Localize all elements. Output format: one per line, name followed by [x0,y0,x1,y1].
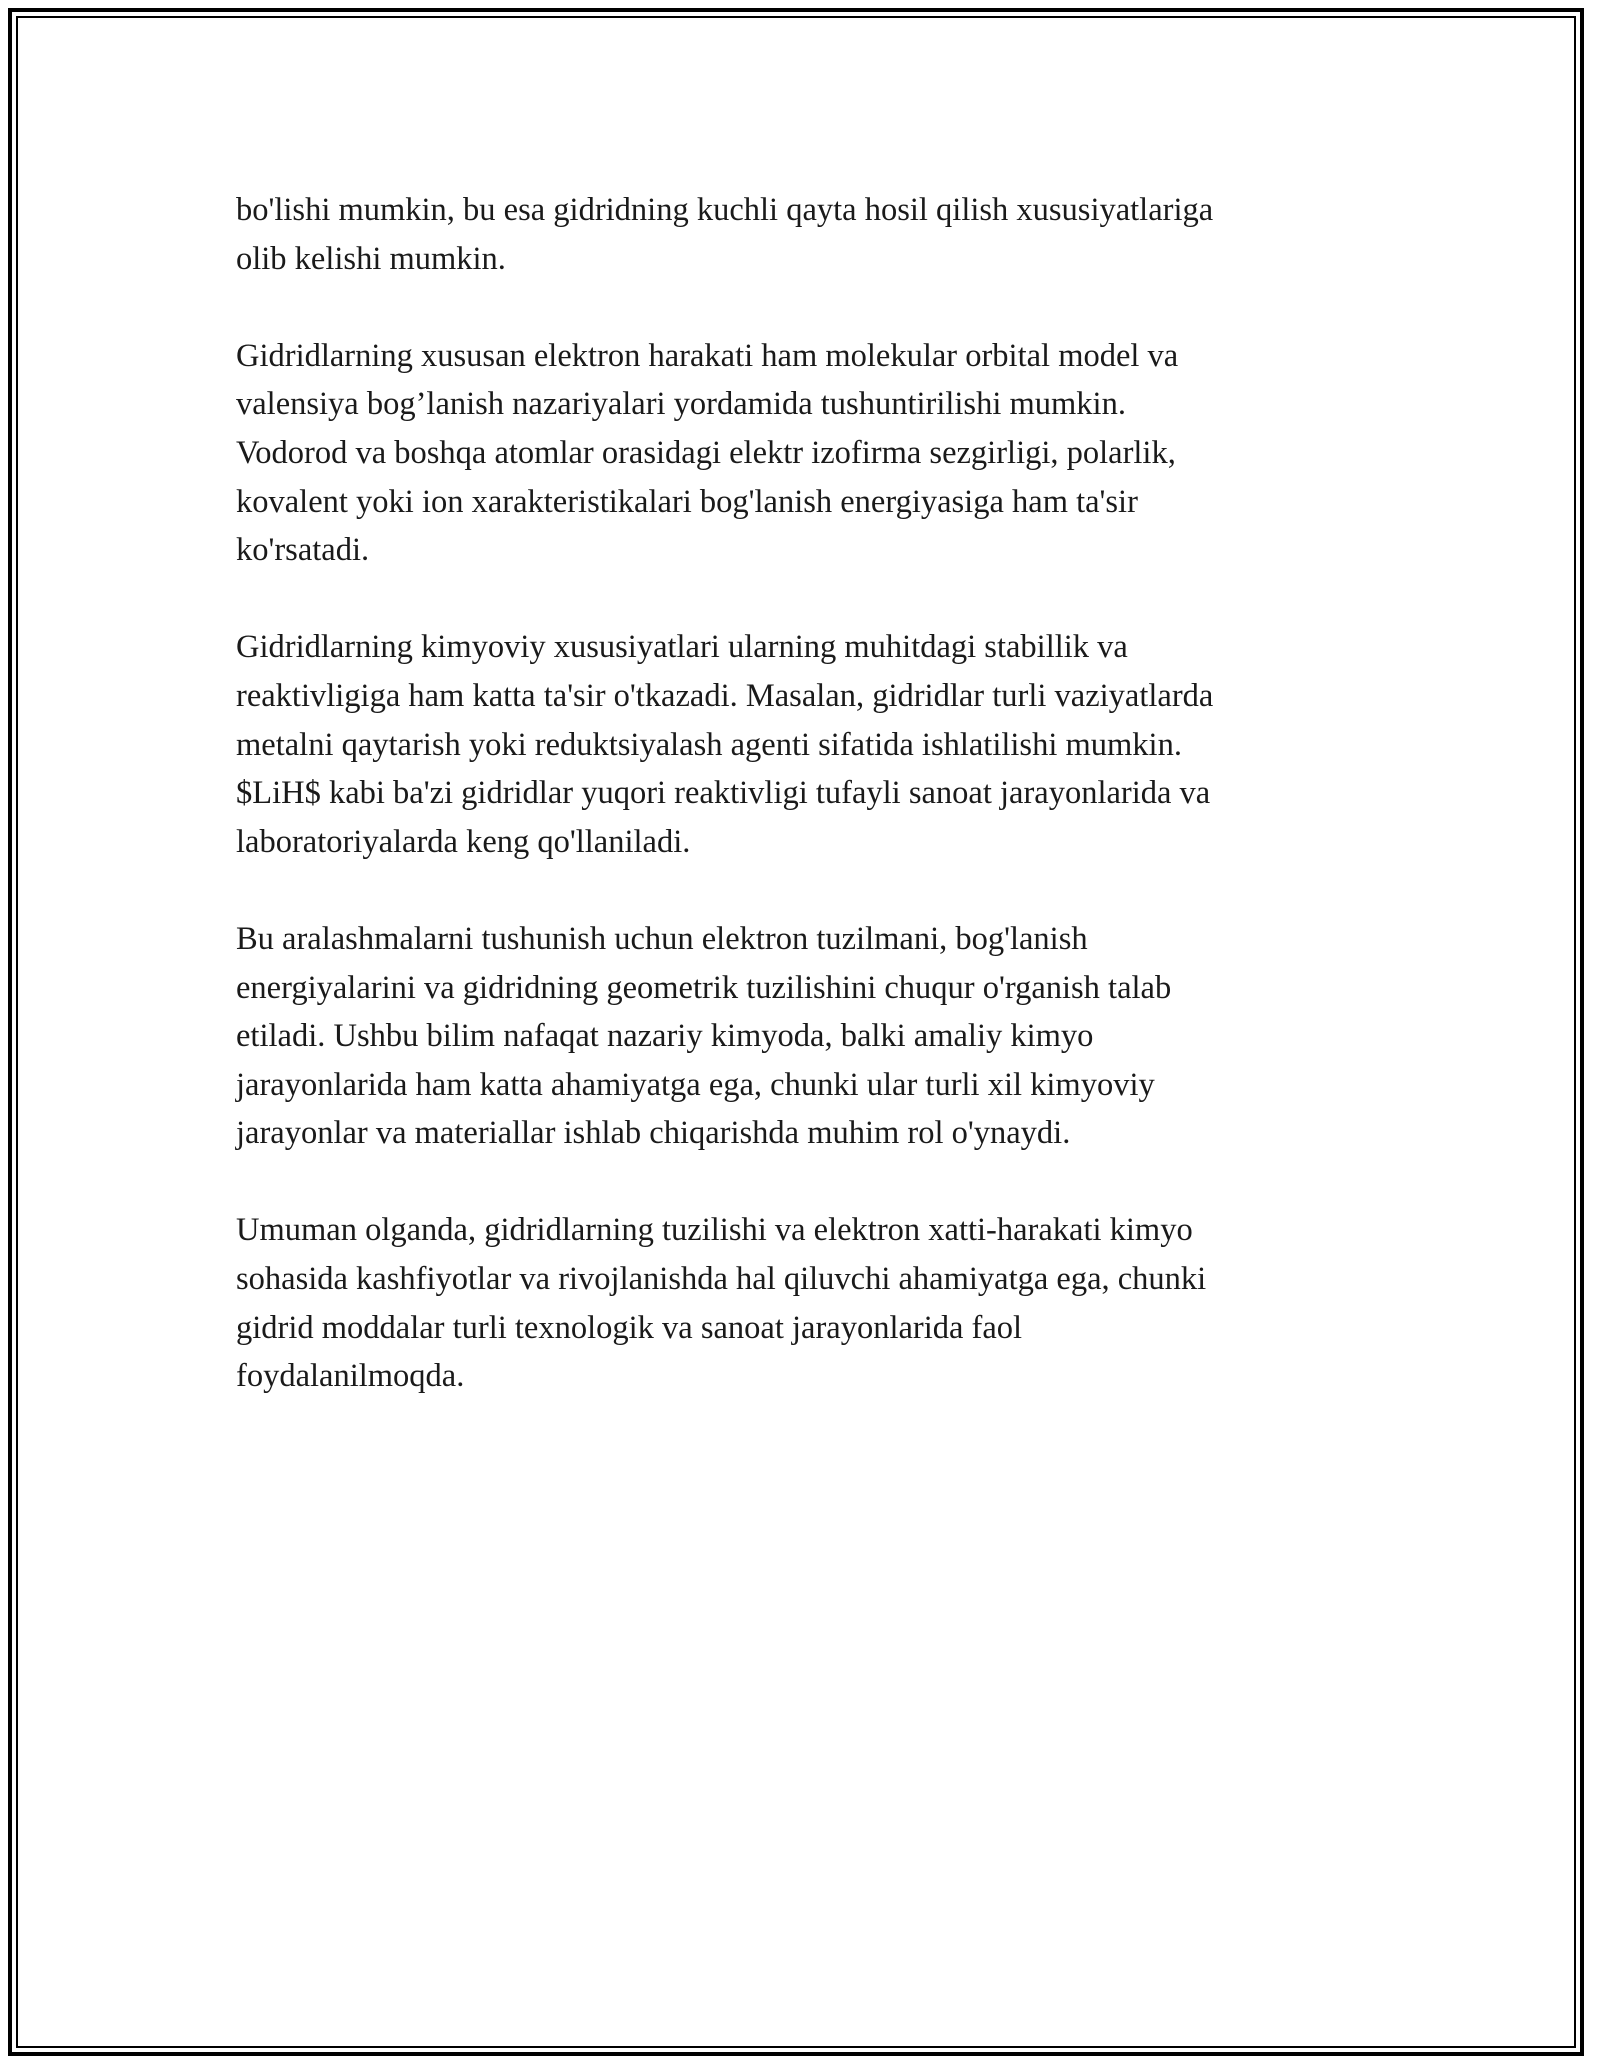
paragraph: Gidridlarning xususan elektron harakati ham molekular orbital model va valensiya bog’lanish nazariyalari yordamida tushuntirilishi mumkin. Vodorod va boshqa atomlar orasidagi elektr izofirma sezgirligi, polarlik, kovalent yoki ion xarakteristikalari bog'lanish energiyasiga ham ta'sir ko'rsatadi. [236,337,1179,569]
paragraph: Bu aralashmalarni tushunish uchun elektron tuzilmani, bog'lanish energiyalarini va gidridning geometrik tuzilishini chuqur o'rganish talab etiladi. Ushbu bilim nafaqat nazariy kimyoda, balki amaliy kimyo jarayonlarida ham katta ahamiyatga ega, chunki ular turli xil kimyoviy jarayonlar va materiallar ishlab chiqarishda muhim rol o'ynaydi. [236,920,1172,1152]
paragraph: Umuman olganda, gidridlarning tuzilishi va elektron xatti-harakati kimyo sohasida kashfiyotlar va rivojlanishda hal qiluvchi ahamiyatga ega, chunki gidrid moddalar turli texnologik va sanoat jarayonlarida faol foydalanilmoqda. [236,1212,1207,1395]
paragraph: Gidridlarning kimyoviy xususiyatlari ularning muhitdagi stabillik va reaktivligiga ham katta ta'sir o'tkazadi. Masalan, gidridlar turli vaziyatlarda metalni qaytarish yoki reduktsiyalash agenti sifatida ishlatilishi mumkin. $LiH$ kabi ba'zi gidridlar yuqori reaktivligi tufayli sanoat jarayonlarida va laboratoriyalarda keng qo'llaniladi. [236,629,1214,860]
document-body [236,186,1366,1449]
paragraph: bo'lishi mumkin, bu esa gidridning kuchli qayta hosil qilish xususiyatlariga olib kelishi mumkin. [236,192,1214,277]
